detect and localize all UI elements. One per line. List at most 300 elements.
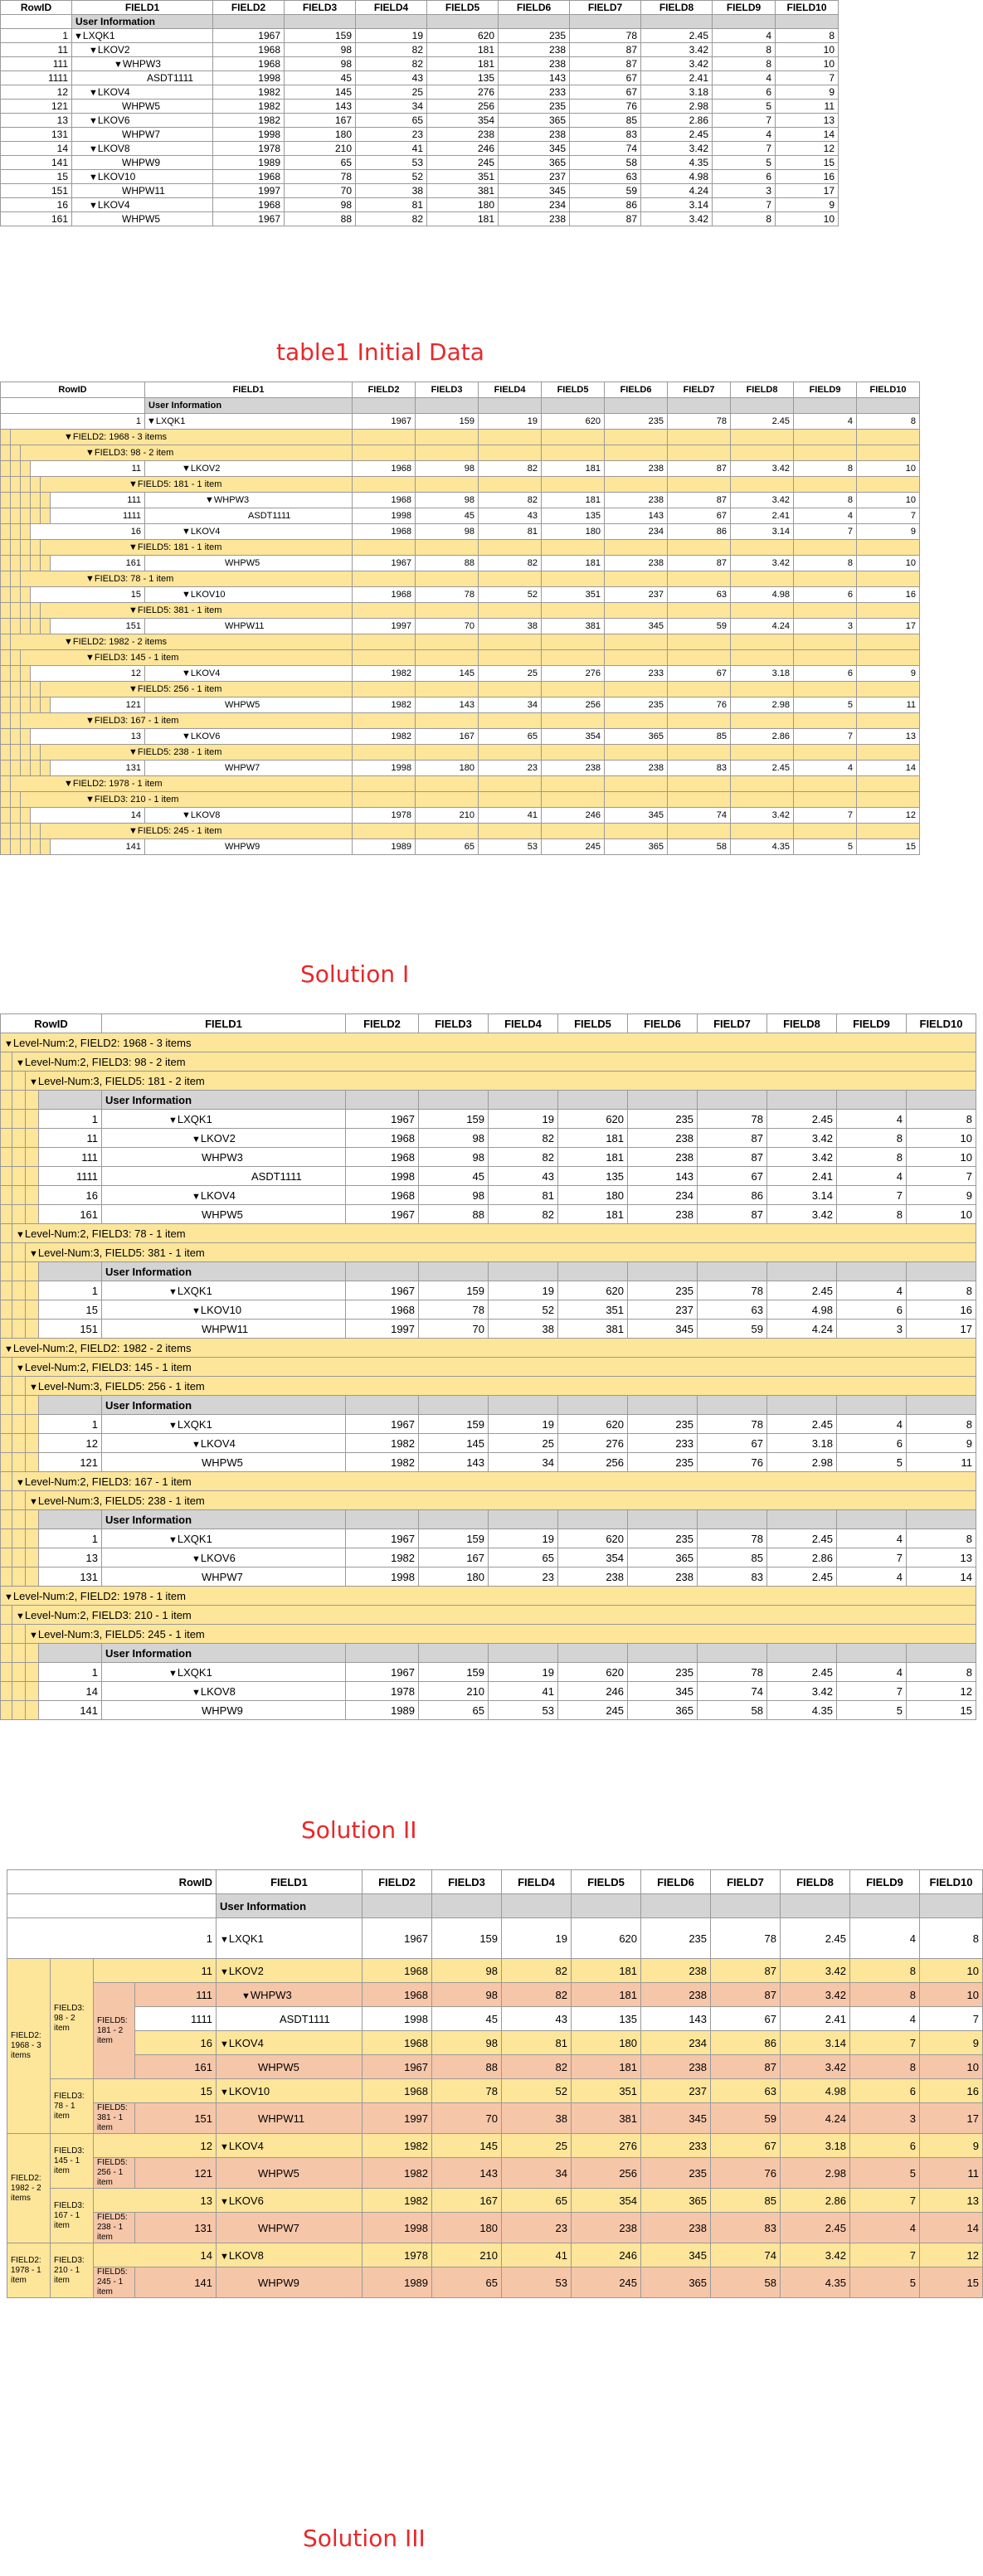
field7-cell: 87 [698, 1148, 767, 1167]
header-field9: FIELD9 [850, 1870, 920, 1894]
table-row [1, 1300, 976, 1320]
group-label: FIELD2: 1982 - 2 items [72, 637, 167, 647]
field9-cell: 8 [794, 493, 857, 508]
indent-cell [1, 808, 11, 824]
indent-cell [11, 524, 21, 540]
field2-cell: 1967 [346, 1415, 419, 1434]
indent-cell [1, 1167, 12, 1186]
field8-cell: 2.45 [731, 414, 794, 430]
group-blank [794, 792, 857, 808]
rowid-cell: 111 [1, 57, 72, 71]
field5-cell: 381 [558, 1320, 628, 1339]
indent-cell [31, 761, 41, 776]
field6-cell: 235 [641, 1918, 711, 1959]
user-info-blank [558, 1262, 628, 1281]
table-row [1, 100, 839, 114]
group-blank [668, 477, 731, 493]
field6-cell: 237 [499, 170, 570, 184]
group-label: FIELD5: 381 - 1 item [137, 605, 222, 615]
field10-cell: 14 [907, 1567, 976, 1587]
field10-cell: 10 [907, 1205, 976, 1224]
rowid-cell: 14 [31, 808, 145, 824]
group-blank [794, 540, 857, 556]
group-blank [479, 445, 542, 461]
indent-cell [1, 634, 11, 650]
group-blank [794, 824, 857, 839]
group-blank [794, 745, 857, 761]
group-row [1, 634, 920, 650]
field3-cell: 167 [285, 114, 356, 128]
field7-cell: 63 [698, 1300, 767, 1320]
field10-cell: 13 [920, 2189, 983, 2213]
field6-cell: 238 [605, 461, 668, 477]
rowid-cell: 131 [39, 1567, 102, 1587]
field2-cell: 1982 [346, 1453, 419, 1472]
field9-cell: 8 [713, 43, 776, 57]
group-blank [605, 571, 668, 587]
user-info-blank [907, 1091, 976, 1110]
indent-cell [26, 1567, 39, 1587]
table-row [1, 114, 839, 128]
field1-value: LXQK1 [155, 416, 186, 426]
indent-cell [12, 1567, 26, 1587]
table-row [1, 43, 839, 57]
field8-cell: 3.14 [767, 1186, 837, 1205]
solution-3-table [7, 1869, 983, 2298]
caption-initial-data: table1 Initial Data [276, 338, 484, 366]
field4-cell: 82 [489, 1129, 558, 1148]
field4-cell: 52 [479, 587, 542, 603]
table-row [1, 184, 839, 198]
expand-triangle-icon: ▼ [182, 810, 191, 820]
field7-cell: 87 [668, 556, 731, 571]
group-label: Level-Num:3, FIELD5: 256 - 1 item [37, 1379, 205, 1392]
header-field5: FIELD5 [558, 1014, 628, 1033]
indent-cell [11, 697, 21, 713]
field4-cell: 38 [502, 2103, 572, 2134]
header-field5: FIELD5 [572, 1870, 641, 1894]
group-label-cell [12, 1358, 976, 1377]
field3-cell: 45 [432, 2007, 502, 2031]
field4-cell: 52 [502, 2079, 572, 2103]
group-blank [668, 713, 731, 729]
user-info-blank [558, 1091, 628, 1110]
group-blank [416, 776, 479, 792]
group-blank [416, 445, 479, 461]
field10-cell: 15 [907, 1701, 976, 1720]
indent-cell [26, 1167, 39, 1186]
field1-value: LKOV2 [190, 464, 221, 474]
field9-cell: 8 [794, 556, 857, 571]
rowid-cell: 151 [39, 1320, 102, 1339]
field7-cell: 58 [698, 1701, 767, 1720]
rowid-cell: 11 [39, 1129, 102, 1148]
group-blank [605, 792, 668, 808]
field10-cell: 10 [920, 2055, 983, 2079]
field7-cell: 86 [711, 2031, 781, 2055]
group-row [1, 713, 920, 729]
user-info-blank [731, 398, 794, 414]
field6-cell: 345 [641, 2243, 711, 2267]
group-label-cell [12, 1052, 976, 1072]
group-blank [416, 430, 479, 445]
group-label: FIELD5: 181 - 1 item [137, 479, 222, 489]
expand-triangle-icon: ▼ [182, 668, 191, 678]
indent-cell [21, 556, 31, 571]
user-info-row [1, 1644, 976, 1663]
user-info-blank [346, 1510, 419, 1529]
field9-cell: 6 [794, 666, 857, 682]
field10-cell: 13 [776, 114, 839, 128]
field9-cell: 7 [837, 1682, 907, 1701]
field2-cell: 1989 [353, 839, 416, 855]
field1-cell [217, 2134, 363, 2158]
indent-cell [41, 697, 51, 713]
field5-cell: 180 [542, 524, 605, 540]
header-rowid: RowID [1, 1, 72, 15]
field1-value: WHPW7 [122, 129, 160, 140]
rowid-cell: 131 [135, 2213, 217, 2243]
group-blank [542, 650, 605, 666]
field1-value: WHPW5 [258, 2060, 299, 2073]
field1-value: WHPW11 [122, 185, 165, 197]
indent-cell [26, 1548, 39, 1567]
table-row [7, 2031, 983, 2055]
field2-cell: 1968 [346, 1129, 419, 1148]
table-row [1, 1148, 976, 1167]
rowid-cell: 16 [39, 1186, 102, 1205]
field4-cell: 82 [479, 493, 542, 508]
field5-cell: 351 [572, 2079, 641, 2103]
group-blank [731, 634, 794, 650]
group-row [1, 824, 920, 839]
table-row [1, 524, 920, 540]
indent-cell [12, 1491, 26, 1510]
table-row [1, 1682, 976, 1701]
field2-cell: 1968 [346, 1300, 419, 1320]
field6-cell: 235 [499, 100, 570, 114]
field1-value: WHPW3 [250, 1988, 292, 2001]
field1-value: WHPW9 [202, 1704, 243, 1717]
field6-cell: 238 [628, 1129, 698, 1148]
field9-cell: 3 [837, 1320, 907, 1339]
header-field7: FIELD7 [711, 1870, 781, 1894]
collapse-triangle-icon: ▼ [85, 653, 95, 663]
field10-cell: 7 [920, 2007, 983, 2031]
field1-value: ASDT1111 [248, 511, 291, 521]
field5-cell: 256 [427, 100, 499, 114]
field10-cell: 17 [776, 184, 839, 198]
field1-value: LKOV10 [190, 590, 226, 600]
field4-cell: 23 [502, 2213, 572, 2243]
field1-value: ASDT1111 [147, 72, 194, 84]
field8-cell: 3.42 [767, 1148, 837, 1167]
group-blank [731, 792, 794, 808]
indent-cell [1, 1529, 12, 1548]
field5-cell: 620 [558, 1663, 628, 1682]
rowid-cell: 13 [39, 1548, 102, 1567]
table-row [1, 493, 920, 508]
table-row [1, 1110, 976, 1129]
field2-cell: 1997 [363, 2103, 432, 2134]
indent-cell [26, 1148, 39, 1167]
indent-cell [1, 1663, 12, 1682]
indent-cell [12, 1186, 26, 1205]
field1-value: LXQK1 [177, 1284, 212, 1297]
indent-cell [31, 508, 41, 524]
field8-cell: 3.42 [641, 142, 713, 156]
indent-cell [41, 508, 51, 524]
field1-cell [72, 212, 213, 226]
group-blank [794, 571, 857, 587]
user-info-blank [213, 15, 285, 29]
field10-cell: 10 [920, 1983, 983, 2007]
user-info-blank [628, 1396, 698, 1415]
field9-cell: 4 [837, 1529, 907, 1548]
indent-cell [21, 808, 31, 824]
group-label: Level-Num:3, FIELD5: 181 - 2 item [37, 1074, 205, 1087]
field4-cell: 38 [356, 184, 427, 198]
rowid-cell: 14 [1, 142, 72, 156]
field6-cell: 235 [628, 1281, 698, 1300]
user-info-blank [837, 1262, 907, 1281]
group-blank [416, 713, 479, 729]
indent-cell [1, 729, 11, 745]
group-blank [416, 745, 479, 761]
user-info-blank [419, 1262, 489, 1281]
field3-cell: 159 [419, 1281, 489, 1300]
user-info-blank [781, 1894, 850, 1918]
field3-cell: 210 [285, 142, 356, 156]
field3-cell: 180 [416, 761, 479, 776]
field3-cell: 78 [419, 1300, 489, 1320]
group-blank [605, 824, 668, 839]
field10-cell: 9 [907, 1186, 976, 1205]
group-blank [353, 713, 416, 729]
field7-cell: 67 [668, 508, 731, 524]
group-blank [794, 650, 857, 666]
field10-cell: 8 [920, 1918, 983, 1959]
field6-cell: 238 [628, 1148, 698, 1167]
field2-cell: 1982 [363, 2189, 432, 2213]
field10-cell: 9 [776, 198, 839, 212]
field2-cell: 1998 [346, 1167, 419, 1186]
user-info-blank [698, 1644, 767, 1663]
field5-cell: 245 [572, 2267, 641, 2298]
field1-cell [102, 1529, 346, 1548]
group-row [1, 1243, 976, 1262]
field4-cell: 19 [489, 1529, 558, 1548]
header-row [7, 1870, 983, 1894]
user-info-blank [698, 1262, 767, 1281]
field1-value: LKOV6 [190, 731, 221, 741]
indent-cell [41, 761, 51, 776]
field4-cell: 25 [502, 2134, 572, 2158]
field3-cell: 159 [285, 29, 356, 43]
collapse-triangle-icon: ▼ [4, 1038, 13, 1049]
user-info-label: User Information [102, 1091, 346, 1110]
field7-cell: 86 [668, 524, 731, 540]
expand-triangle-icon: ▼ [89, 46, 98, 56]
field5-cell: 181 [558, 1205, 628, 1224]
field4-cell: 25 [479, 666, 542, 682]
field6-cell: 234 [641, 2031, 711, 2055]
header-field3: FIELD3 [285, 1, 356, 15]
header-field10: FIELD10 [920, 1870, 983, 1894]
table-row [1, 1281, 976, 1300]
field10-cell: 14 [776, 128, 839, 142]
field1-value: LKOV2 [97, 44, 130, 56]
header-field3: FIELD3 [419, 1014, 489, 1033]
field4-cell: 23 [489, 1567, 558, 1587]
user-info-blank [356, 15, 427, 29]
expand-triangle-icon: ▼ [220, 2251, 229, 2262]
group-blank [479, 824, 542, 839]
field2-cell: 1967 [353, 414, 416, 430]
field3-cell: 159 [419, 1110, 489, 1129]
group-row [1, 571, 920, 587]
field2-cell: 1968 [353, 524, 416, 540]
indent-cell [21, 587, 31, 603]
field5-cell: 620 [572, 1918, 641, 1959]
field3-cell: 145 [432, 2134, 502, 2158]
field10-cell: 10 [920, 1959, 983, 1983]
user-info-blank [794, 398, 857, 414]
field2-cell: 1978 [353, 808, 416, 824]
group-blank [353, 571, 416, 587]
group-blank [731, 603, 794, 619]
table-row [7, 2103, 983, 2134]
user-info-blank [907, 1396, 976, 1415]
indent-cell [1, 1377, 12, 1396]
indent-cell [1, 745, 11, 761]
field4-cell: 82 [356, 212, 427, 226]
group-blank [794, 603, 857, 619]
rowid-cell: 111 [135, 1983, 217, 2007]
field8-cell: 2.98 [767, 1453, 837, 1472]
field1-value: WHPW5 [122, 213, 160, 225]
field9-cell: 4 [837, 1110, 907, 1129]
rowid-cell: 11 [31, 461, 145, 477]
field9-cell: 6 [837, 1434, 907, 1453]
indent-cell [26, 1091, 39, 1110]
user-info-row [1, 1262, 976, 1281]
field5-cell: 181 [427, 43, 499, 57]
header-field2: FIELD2 [363, 1870, 432, 1894]
header-field6: FIELD6 [605, 382, 668, 398]
field5-cell: 181 [542, 493, 605, 508]
user-info-blank [837, 1396, 907, 1415]
rowid-cell: 151 [1, 184, 72, 198]
group-blank [416, 824, 479, 839]
field8-cell: 3.18 [641, 85, 713, 100]
field1-value: LKOV6 [200, 1551, 236, 1564]
rowid-cell: 12 [31, 666, 145, 682]
expand-triangle-icon: ▼ [241, 1990, 251, 2001]
group-blank [353, 824, 416, 839]
field9-cell: 4 [713, 71, 776, 85]
group-row [1, 682, 920, 697]
rowid-cell: 121 [135, 2158, 217, 2189]
group-blank [353, 445, 416, 461]
field1-value: LKOV8 [228, 2248, 264, 2262]
indent-cell [12, 1377, 26, 1396]
group-blank [353, 682, 416, 697]
field9-cell: 8 [850, 1983, 920, 2007]
collapse-triangle-icon: ▼ [129, 542, 138, 552]
field5-cell: 246 [572, 2243, 641, 2267]
indent-cell [1, 556, 11, 571]
indent-cell [21, 761, 31, 776]
field2-cell: 1968 [363, 1959, 432, 1983]
field6-cell: 237 [605, 587, 668, 603]
field1-cell [217, 2213, 363, 2243]
user-info-blank [713, 15, 776, 29]
field1-cell [72, 184, 213, 198]
group-blank [857, 634, 920, 650]
field4-cell: 82 [356, 57, 427, 71]
collapse-triangle-icon: ▼ [129, 747, 138, 757]
group-label-cell [1, 1033, 976, 1052]
field3-cell: 70 [432, 2103, 502, 2134]
field1-value: LKOV4 [228, 2139, 264, 2152]
group-blank [542, 824, 605, 839]
field3-cell: 70 [285, 184, 356, 198]
field5-cell: 181 [572, 1959, 641, 1983]
field7-cell: 58 [570, 156, 641, 170]
field10-cell: 12 [920, 2243, 983, 2267]
collapse-triangle-icon: ▼ [29, 1496, 38, 1507]
group-blank [353, 792, 416, 808]
field10-cell: 16 [907, 1300, 976, 1320]
field6-cell: 238 [641, 1983, 711, 2007]
indent-cell [1, 571, 11, 587]
field9-cell: 5 [713, 156, 776, 170]
field2-cell: 1968 [213, 198, 285, 212]
field7-cell: 87 [711, 1959, 781, 1983]
field10-cell: 12 [857, 808, 920, 824]
field3-cell: 145 [285, 85, 356, 100]
collapse-triangle-icon: ▼ [4, 1344, 13, 1354]
field1-cell [217, 2031, 363, 2055]
field7-cell: 87 [570, 57, 641, 71]
header-field8: FIELD8 [731, 382, 794, 398]
field9-cell: 7 [794, 524, 857, 540]
field1-cell [145, 666, 353, 682]
group-blank [479, 792, 542, 808]
field2-cell: 1967 [346, 1110, 419, 1129]
field5-group-cell: FIELD5: 381 - 1 item [94, 2103, 135, 2134]
field8-cell: 2.45 [767, 1663, 837, 1682]
indent-cell [11, 493, 21, 508]
group-row [1, 477, 920, 493]
field2-group-cell: FIELD2: 1982 - 2 items [7, 2134, 51, 2243]
field1-cell [145, 461, 353, 477]
user-info-blank [570, 15, 641, 29]
field7-cell: 59 [570, 184, 641, 198]
indent-cell [1, 1110, 12, 1129]
expand-triangle-icon: ▼ [182, 590, 191, 600]
indent-cell [11, 839, 21, 855]
group-label: FIELD5: 245 - 1 item [137, 826, 222, 836]
caption-solution-1: Solution I [300, 960, 410, 988]
field2-cell: 1968 [213, 57, 285, 71]
user-info-row [1, 1510, 976, 1529]
field3-group-cell: FIELD3: 167 - 1 item [51, 2189, 94, 2243]
field9-cell: 4 [837, 1415, 907, 1434]
field6-cell: 365 [499, 114, 570, 128]
group-blank [857, 571, 920, 587]
